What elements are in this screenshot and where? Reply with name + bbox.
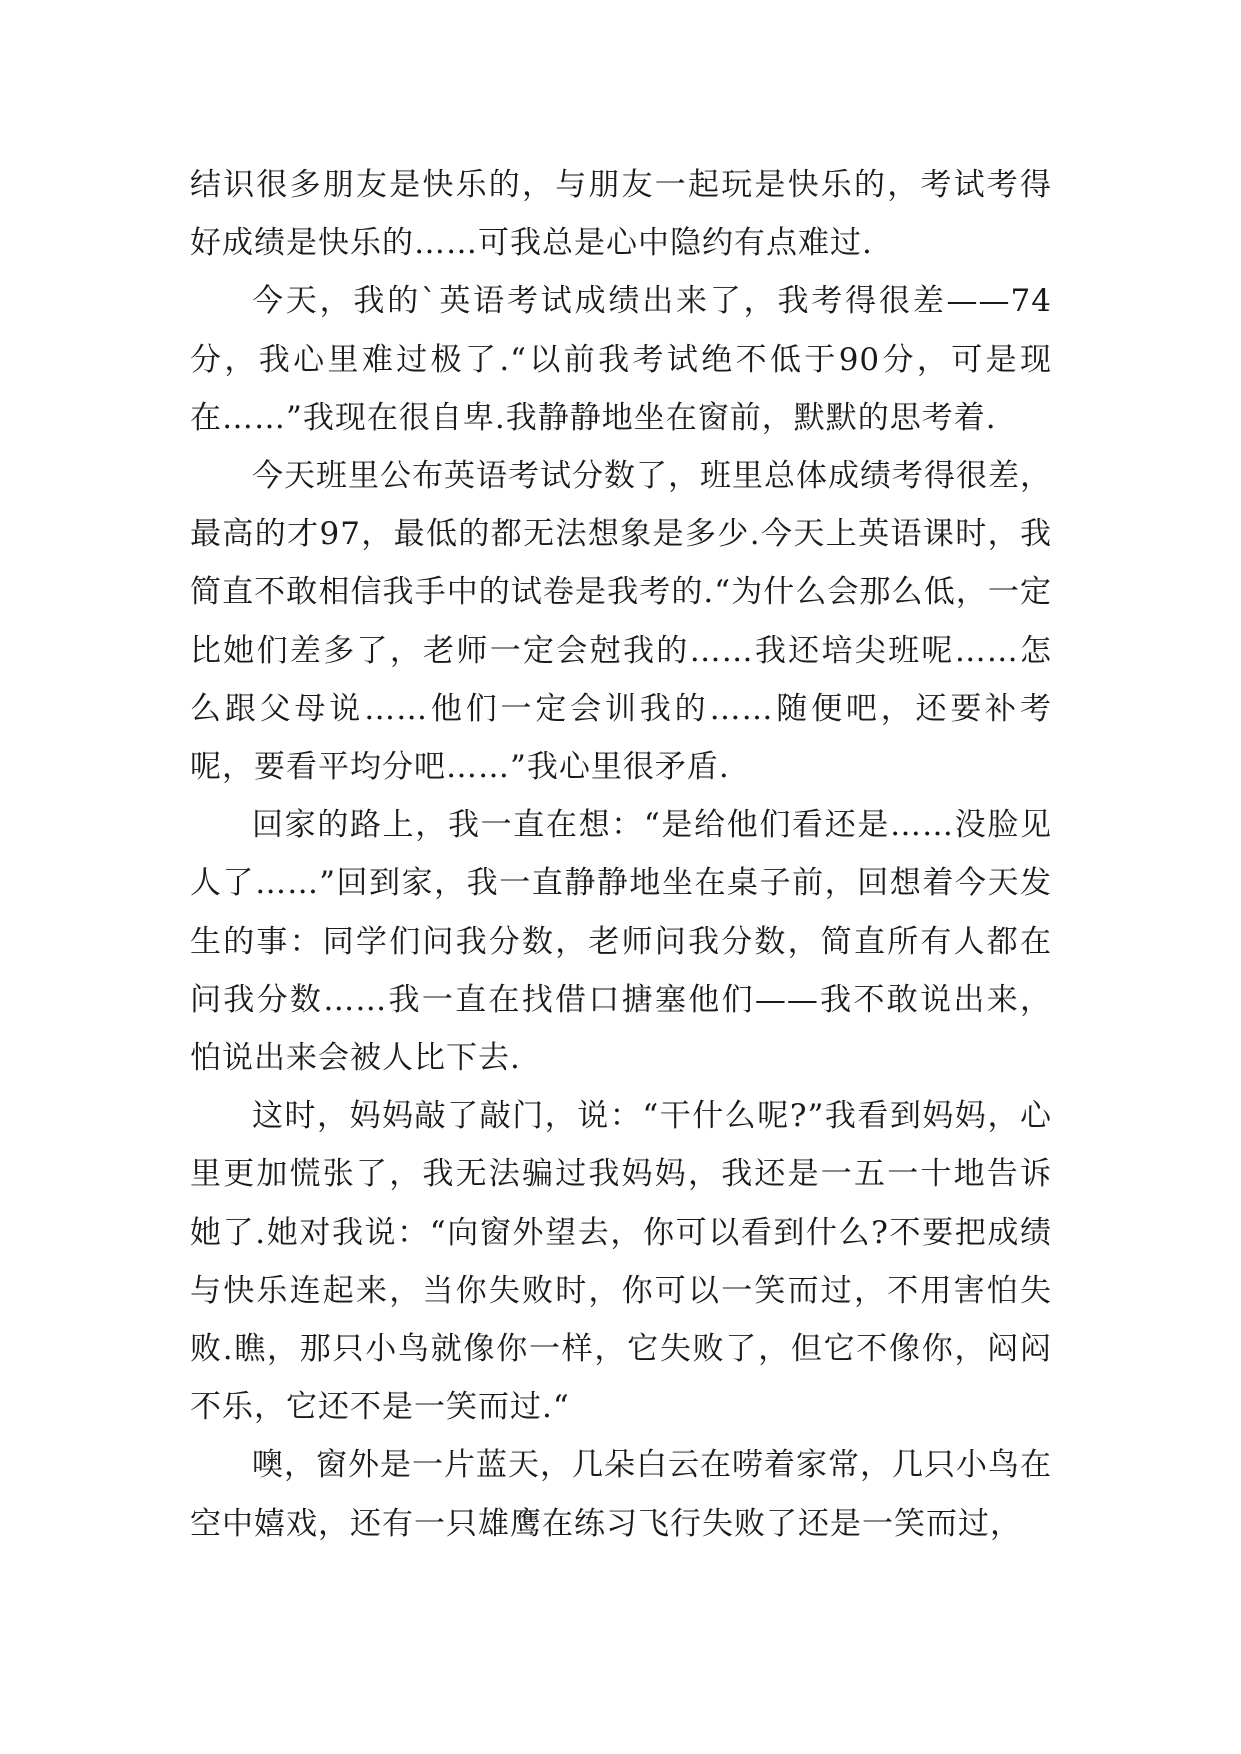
paragraph-1: 结识很多朋友是快乐的，与朋友一起玩是快乐的，考试考得好成绩是快乐的……可我总是心中隐约有点难过. (190, 167, 1052, 262)
paragraph-5: 这时，妈妈敲了敲门，说：“干什么呢?”我看到妈妈，心里更加慌张了，我无法骗过我妈妈，我还是一五一十地告诉她了.她对我说：“向窗外望去，你可以看到什么?不要把成绩与快乐连起来，当你失败时，你可以一笑而过，不用害怕失败.瞧，那只小鸟就像你一样，它失败了，但它不像你，闷闷不乐，它还不是一笑而过.“ (190, 1098, 1052, 1426)
paragraph-3: 今天班里公布英语考试分数了，班里总体成绩考得很差，最高的才97，最低的都无法想象是多少.今天上英语课时，我简直不敢相信我手中的试卷是我考的.“为什么会那么低，一定比她们差多了，老师一定会尅我的……我还培尖班呢……怎么跟父母说……他们一定会训我的……随便吧，还要补考呢，要看平均分吧……”我心里很矛盾. (190, 458, 1052, 786)
paragraph-4: 回家的路上，我一直在想：“是给他们看还是……没脸见人了……”回到家，我一直静静地坐在桌子前，回想着今天发生的事：同学们问我分数，老师问我分数，简直所有人都在问我分数……我一直在找借口搪塞他们——我不敢说出来，怕说出来会被人比下去. (190, 807, 1052, 1077)
paragraph-6: 噢，窗外是一片蓝天，几朵白云在唠着家常，几只小鸟在空中嬉戏，还有一只雄鹰在练习飞行失败了还是一笑而过， (190, 1447, 1052, 1542)
document-body (190, 156, 1052, 1553)
paragraph-2: 今天，我的`英语考试成绩出来了，我考得很差——74分，我心里难过极了.“以前我考试绝不低于90分，可是现在……”我现在很自卑.我静静地坐在窗前，默默的思考着. (190, 283, 1052, 436)
